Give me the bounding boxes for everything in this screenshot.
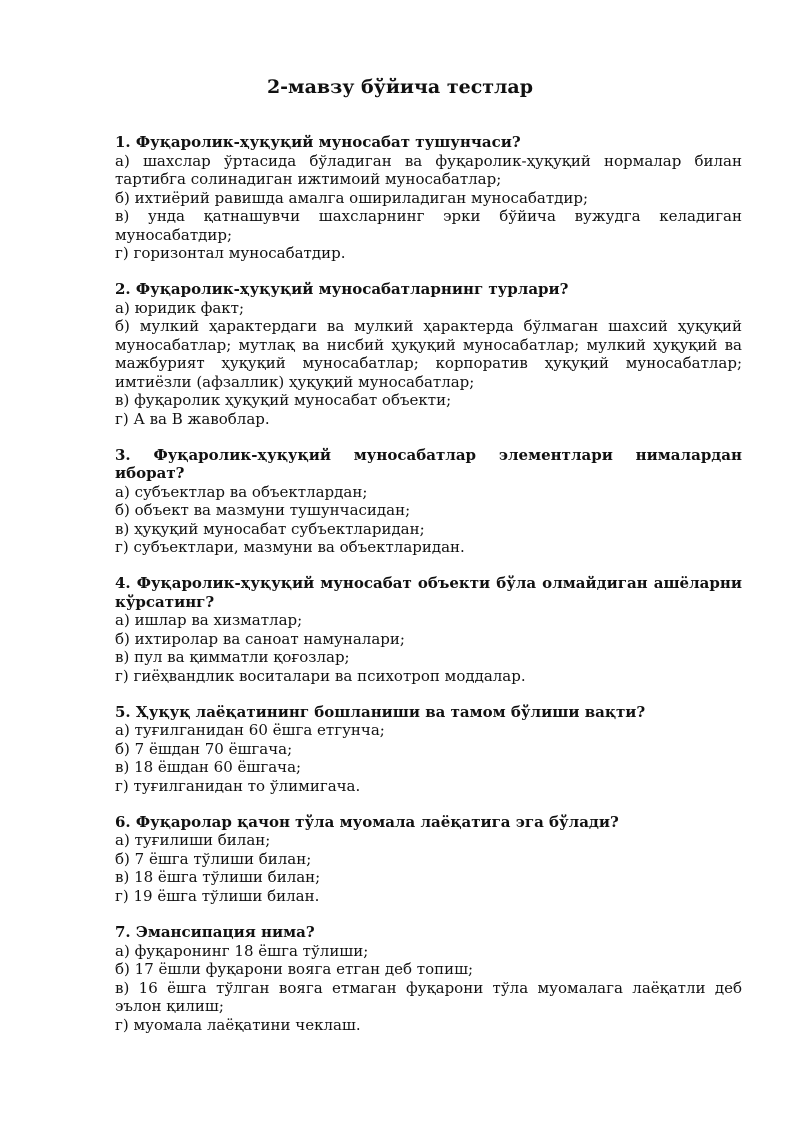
answer-option-d: г) горизонтал муносабатдир. [115, 244, 346, 262]
question-6 [115, 813, 742, 906]
answer-option-a: а) юридик факт; [115, 298, 245, 317]
answer-option-a: а) туғилиши билан; [115, 831, 271, 850]
answer-option-b: б) ихтиролар ва саноат намуналари; [115, 629, 405, 648]
answer-list [115, 831, 742, 905]
answer-list [115, 942, 742, 1035]
question-text: 4. Фуқаролик-ҳуқуқий муносабат объекти бўла олмайдиган ашёларни кўрсатинг? [115, 574, 742, 611]
question-text: 5. Ҳуқуқ лаёқатининг бошланиши ва тамом бўлиши вақти? [115, 702, 646, 721]
answer-option-a: а) ишлар ва хизматлар; [115, 611, 303, 630]
answer-list [115, 611, 742, 685]
answer-option-a: а) субъектлар ва объектлардан; [115, 482, 368, 501]
answer-option-b: б) объект ва мазмуни тушунчасидан; [115, 501, 411, 520]
answer-option-a: а) шахслар ўртасида бўладиган ва фуқаролик-ҳуқуқий нормалар билан тартибга солинадиган ижтимоий муносабатлар; [115, 151, 742, 188]
question-3 [115, 446, 742, 557]
answer-option-c: в) ҳуқуқий муносабат субъектларидан; [115, 519, 425, 538]
answer-option-c: в) 18 ёшга тўлиши билан; [115, 868, 321, 887]
question-text: 1. Фуқаролик-ҳуқуқий муносабат тушунчаси? [115, 133, 521, 151]
answer-option-d: г) гиёҳвандлик воситалари ва психотроп моддалар. [115, 666, 526, 685]
answer-option-b: б) 7 ёшдан 70 ёшгача; [115, 739, 293, 758]
question-4 [115, 574, 742, 685]
answer-list [115, 152, 742, 263]
answer-option-c: в) 18 ёшдан 60 ёшгача; [115, 758, 302, 777]
question-text: 7. Эмансипация нима? [115, 923, 315, 942]
question-1 [115, 133, 742, 263]
answer-option-c: в) пул ва қимматли қоғозлар; [115, 648, 350, 667]
question-2 [115, 280, 742, 428]
question-text: 6. Фуқаролар қачон тўла муомала лаёқатига эга бўлади? [115, 812, 619, 831]
answer-option-d: г) А ва В жавоблар. [115, 409, 270, 428]
answer-option-d: г) туғилганидан то ўлимигача. [115, 776, 361, 795]
answer-option-d: г) 19 ёшга тўлиши билан. [115, 886, 320, 905]
question-list [115, 133, 742, 1052]
document-title: 2-мавзу бўйича тестлар [266, 76, 534, 98]
answer-list [115, 483, 742, 557]
answer-option-c: в) 16 ёшга тўлган вояга етмаган фуқарони тўла муомалага лаёқатли деб эълон қилиш; [115, 978, 742, 1016]
answer-option-c: в) унда қатнашувчи шахсларнинг эрки бўйича вужудга келадиган муносабатдир; [115, 207, 742, 244]
answer-option-c: в) фуқаролик ҳуқуқий муносабат объекти; [115, 391, 452, 410]
question-7 [115, 923, 742, 1034]
question-text: 3. Фуқаролик-ҳуқуқий муносабатлар элементлари нималардан иборат? [115, 445, 742, 483]
answer-option-d: г) субъектлари, мазмуни ва объектларидан. [115, 538, 465, 557]
question-text: 2. Фуқаролик-ҳуқуқий муносабатларнинг турлари? [115, 280, 569, 299]
answer-option-a: а) фуқаронинг 18 ёшга тўлиши; [115, 941, 369, 960]
answer-option-b: б) мулкий ҳарактердаги ва мулкий ҳарактерда бўлмаган шахсий ҳуқуқий муносабатлар; мутлақ ва нисбий ҳуқуқий муносабатлар; мулкий ҳуқуқий ва мажбурият ҳуқуқий муносабатлар; корпоратив ҳуқуқий муносабатлар; имтиёзли (афзаллик) ҳуқуқий муносабатлар; [115, 317, 742, 391]
answer-option-b: б) 7 ёшга тўлиши билан; [115, 849, 312, 868]
answer-list [115, 721, 742, 795]
answer-list [115, 299, 742, 429]
answer-option-b: б) 17 ёшли фуқарони вояга етган деб топиш; [115, 960, 474, 979]
answer-option-b: б) ихтиёрий равишда амалга ошириладиган муносабатдир; [115, 188, 589, 207]
answer-option-d: г) муомала лаёқатини чеклаш. [115, 1015, 361, 1034]
question-5 [115, 703, 742, 796]
answer-option-a: а) туғилганидан 60 ёшга етгунча; [115, 721, 385, 740]
